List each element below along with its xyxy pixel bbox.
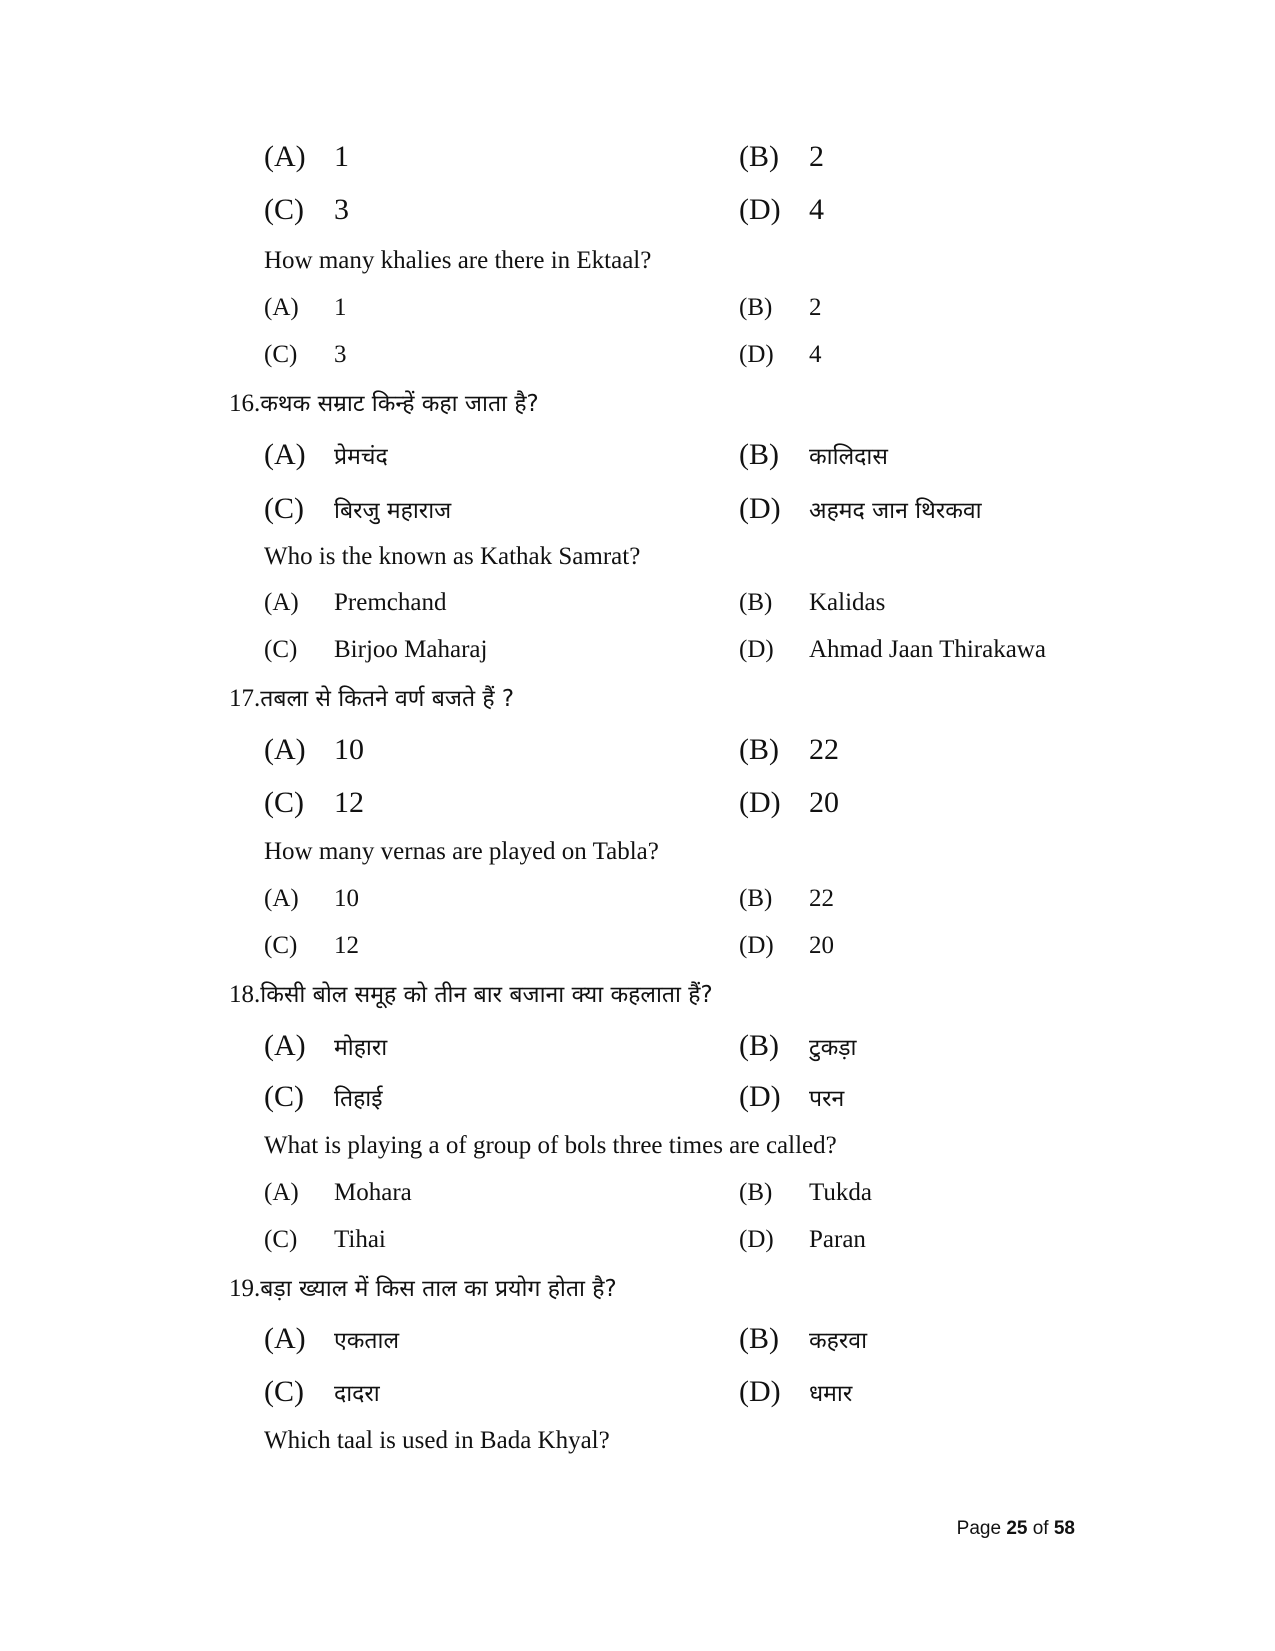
option-text: 1 — [334, 294, 347, 321]
option-letter: (B) — [739, 1179, 773, 1206]
option-text: 22 — [809, 733, 839, 766]
question-number: 19. — [229, 1275, 261, 1302]
option-letter: (B) — [739, 1322, 779, 1355]
option-letter: (C) — [264, 932, 298, 959]
option-letter: (B) — [739, 885, 773, 912]
option-text: टुकड़ा — [809, 1035, 857, 1061]
option-text: 10 — [334, 885, 359, 912]
option-text: मोहारा — [334, 1035, 388, 1061]
question-text-english: How many khalies are there in Ektaal? — [264, 247, 652, 274]
option-text: कालिदास — [809, 444, 888, 470]
option-text: कहरवा — [809, 1328, 868, 1354]
option-text: 4 — [809, 193, 824, 226]
answer-option — [739, 1226, 866, 1254]
option-letter: (B) — [739, 1029, 779, 1062]
option-text: प्रेमचंद — [334, 444, 388, 470]
question-heading — [229, 1271, 617, 1303]
question-number: 17. — [229, 685, 261, 712]
answer-option — [739, 1029, 857, 1063]
answer-option — [739, 786, 839, 820]
question-heading — [229, 977, 713, 1009]
answer-option — [264, 1179, 412, 1207]
option-letter: (D) — [739, 1080, 781, 1113]
option-letter: (C) — [264, 636, 298, 663]
option-text: 1 — [334, 140, 349, 173]
total-pages-number: 58 — [1053, 1518, 1075, 1539]
answer-option — [264, 140, 349, 174]
option-letter: (A) — [264, 589, 299, 616]
option-text: 10 — [334, 733, 364, 766]
answer-option — [739, 1322, 867, 1356]
option-text: Kalidas — [809, 589, 886, 616]
option-text: दादरा — [334, 1381, 380, 1407]
option-letter: (D) — [739, 786, 781, 819]
option-letter: (A) — [264, 885, 299, 912]
answer-option — [739, 140, 824, 174]
question-text-english: How many vernas are played on Tabla? — [264, 838, 659, 865]
question-heading — [229, 681, 514, 713]
option-letter: (A) — [264, 438, 306, 471]
option-text: Premchand — [334, 589, 447, 616]
option-letter: (D) — [739, 1226, 774, 1253]
option-text: 20 — [809, 932, 834, 959]
answer-option — [739, 885, 834, 913]
option-text: Mohara — [334, 1179, 412, 1206]
option-letter: (C) — [264, 193, 304, 226]
answer-option — [264, 1322, 399, 1356]
option-letter: (A) — [264, 294, 299, 321]
question-number: 18. — [229, 981, 261, 1008]
option-text: 22 — [809, 885, 834, 912]
question-text-english: What is playing a of group of bols three times are called? — [264, 1132, 837, 1159]
answer-option — [739, 438, 888, 472]
answer-option — [264, 193, 349, 227]
option-letter: (D) — [739, 341, 774, 368]
answer-option — [264, 438, 388, 472]
answer-option — [739, 1080, 844, 1114]
answer-option — [739, 733, 839, 767]
option-letter: (B) — [739, 733, 779, 766]
option-letter: (D) — [739, 636, 774, 663]
option-text: अहमद जान थिरकवा — [809, 498, 982, 524]
option-text: 12 — [334, 932, 359, 959]
option-text: 4 — [809, 341, 822, 368]
option-letter: (C) — [264, 492, 304, 525]
option-text: Ahmad Jaan Thirakawa — [809, 636, 1046, 663]
option-letter: (A) — [264, 1179, 299, 1206]
option-letter: (A) — [264, 1322, 306, 1355]
answer-option — [264, 733, 364, 767]
option-text: Tihai — [334, 1226, 386, 1253]
option-text: 3 — [334, 341, 347, 368]
option-letter: (B) — [739, 438, 779, 471]
option-letter: (A) — [264, 733, 306, 766]
question-text-english: Who is the known as Kathak Samrat? — [264, 543, 641, 570]
option-text: Birjoo Maharaj — [334, 636, 488, 663]
footer-prefix: Page — [956, 1518, 1007, 1539]
option-text: Paran — [809, 1226, 866, 1253]
answer-option — [264, 492, 451, 526]
answer-option — [739, 1375, 852, 1409]
question-text-hindi: कथक सम्राट किन्हें कहा जाता है? — [260, 391, 539, 417]
option-letter: (D) — [739, 932, 774, 959]
option-text: तिहाई — [334, 1086, 383, 1112]
answer-option — [264, 341, 347, 369]
answer-option — [264, 589, 446, 617]
option-letter: (B) — [739, 140, 779, 173]
option-text: Tukda — [809, 1179, 872, 1206]
option-letter: (C) — [264, 341, 298, 368]
option-text: 20 — [809, 786, 839, 819]
answer-option — [264, 636, 487, 664]
option-letter: (D) — [739, 492, 781, 525]
option-letter: (C) — [264, 1375, 304, 1408]
option-text: 2 — [809, 294, 822, 321]
current-page-number: 25 — [1006, 1518, 1028, 1539]
answer-option — [264, 1375, 380, 1409]
option-letter: (D) — [739, 1375, 781, 1408]
question-heading — [229, 386, 539, 418]
option-text: 12 — [334, 786, 364, 819]
question-text-hindi: तबला से कितने वर्ण बजते हैं ? — [260, 686, 515, 712]
option-letter: (B) — [739, 294, 773, 321]
answer-option — [739, 492, 982, 526]
question-number: 16. — [229, 390, 261, 417]
footer-middle: of — [1027, 1518, 1054, 1539]
option-text: धमार — [809, 1381, 853, 1407]
option-text: बिरजु महाराज — [334, 498, 452, 524]
option-letter: (C) — [264, 1226, 298, 1253]
option-letter: (B) — [739, 589, 773, 616]
option-letter: (D) — [739, 193, 781, 226]
answer-option — [739, 294, 822, 322]
answer-option — [739, 341, 822, 369]
option-letter: (A) — [264, 140, 306, 173]
answer-option — [739, 932, 834, 960]
answer-option — [264, 885, 359, 913]
option-text: एकताल — [334, 1328, 400, 1354]
answer-option — [264, 294, 347, 322]
answer-option — [264, 1226, 386, 1254]
answer-option — [739, 589, 885, 617]
option-text: परन — [809, 1086, 845, 1112]
answer-option — [264, 786, 364, 820]
option-letter: (C) — [264, 786, 304, 819]
question-text-english: Which taal is used in Bada Khyal? — [264, 1427, 610, 1454]
option-text: 2 — [809, 140, 824, 173]
question-text-hindi: किसी बोल समूह को तीन बार बजाना क्या कहलाता हैं? — [260, 982, 713, 1008]
option-letter: (C) — [264, 1080, 304, 1113]
answer-option — [739, 636, 1046, 664]
answer-option — [739, 1179, 872, 1207]
answer-option — [264, 932, 359, 960]
option-letter: (A) — [264, 1029, 306, 1062]
page-footer — [957, 1518, 1075, 1540]
question-text-hindi: बड़ा ख्याल में किस ताल का प्रयोग होता है? — [260, 1276, 617, 1302]
answer-option — [739, 193, 824, 227]
option-text: 3 — [334, 193, 349, 226]
answer-option — [264, 1080, 383, 1114]
answer-option — [264, 1029, 387, 1063]
